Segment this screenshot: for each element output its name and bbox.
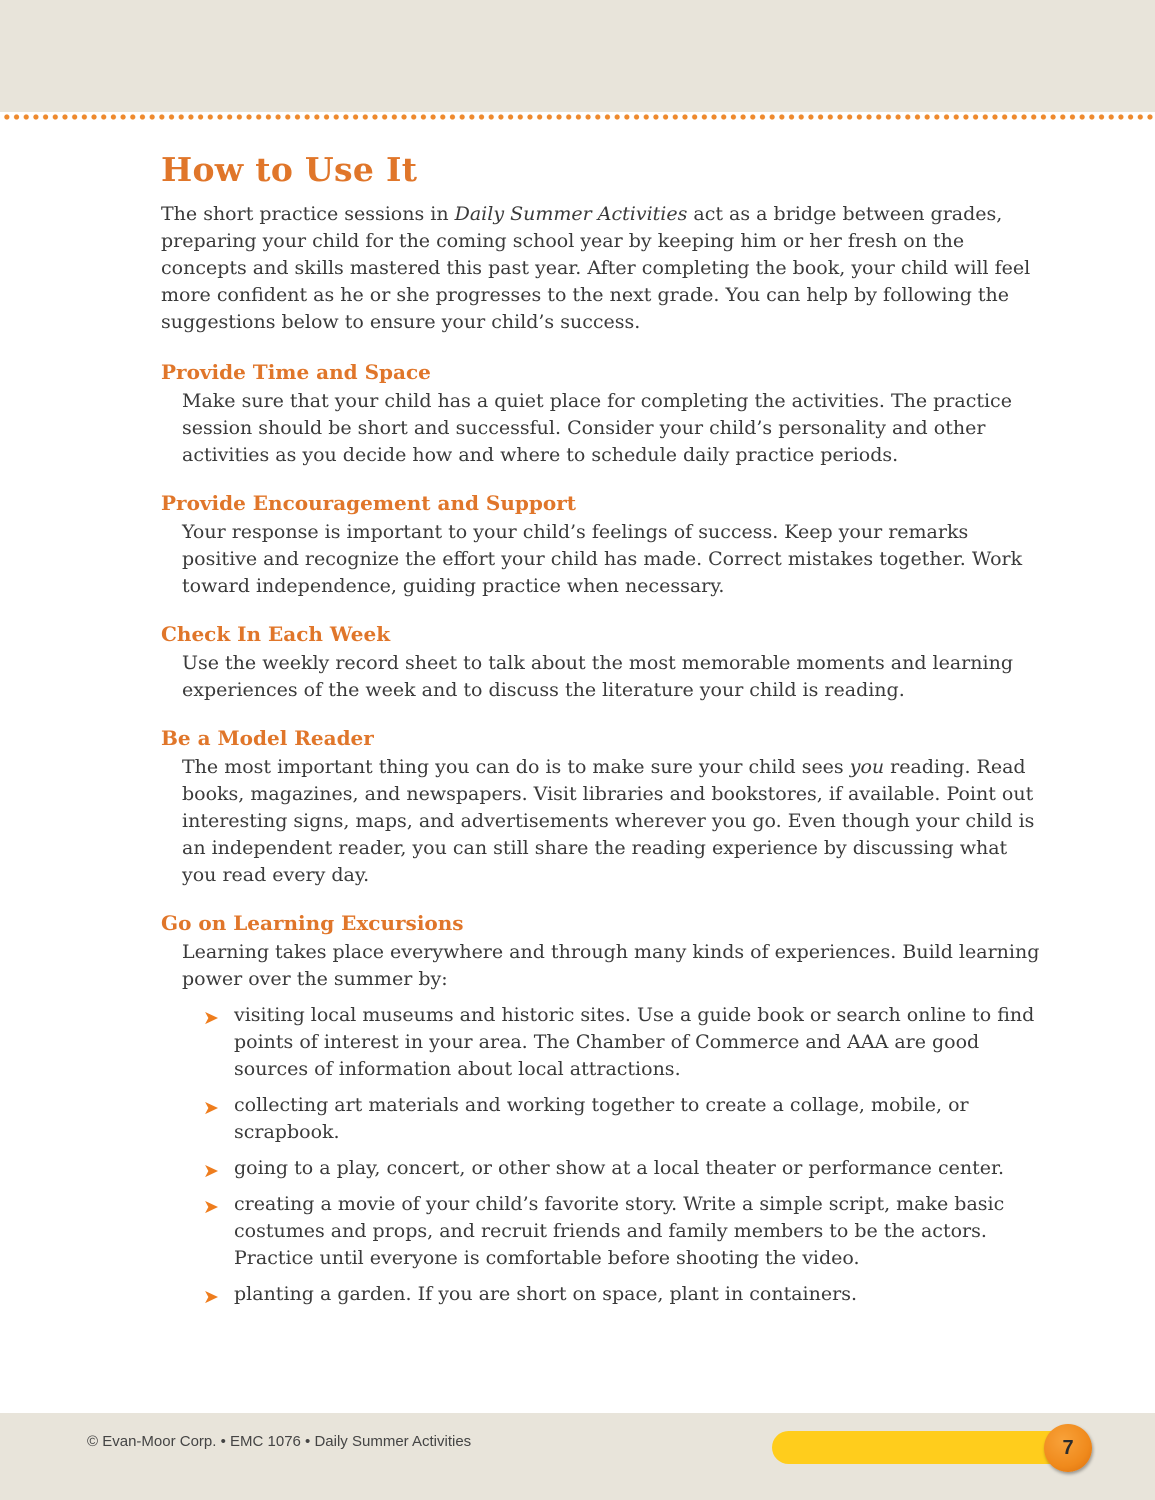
arrowhead-right-icon: ➤ [203, 1196, 219, 1218]
arrowhead-right-icon: ➤ [203, 1097, 219, 1119]
intro-paragraph: The short practice sessions in Daily Summer Activities act as a bridge between grades, preparing your child for the coming school year by keeping him or her fresh on the concepts and skills mastered this past year. After completing the book, your child will feel more confident as he or she progresses to the next grade. You can help by following the suggestions below to ensure your child’s success. [161, 203, 1031, 333]
excursion-list [203, 1002, 1041, 1308]
footer-credit: © Evan-Moor Corp. • EMC 1076 • Daily Summer Activities [87, 1433, 472, 1450]
section-body: Your response is important to your child’s feelings of success. Keep your remarks positive and recognize the effort your child has made. Correct mistakes together. Work toward independence, guiding practice when necessary. [182, 521, 1023, 597]
dotted-divider [0, 113, 1155, 121]
section-body: Make sure that your child has a quiet place for completing the activities. The practice session should be short and successful. Consider your child’s personality and other activities as you decide how and where to schedule daily practice periods. [182, 390, 1012, 466]
list-item: ➤ planting a garden. If you are short on space, plant in containers. [203, 1281, 1041, 1308]
section-heading: Be a Model Reader [161, 726, 374, 750]
section-time-space [161, 358, 1041, 469]
list-item: ➤ visiting local museums and historic sites. Use a guide book or search online to find points of interest in your area. The Chamber of Commerce and AAA are good sources of information about local attractions. [203, 1004, 1035, 1080]
list-item: ➤ creating a movie of your child’s favorite story. Write a simple script, make basic costumes and props, and recruit friends and family members to be the actors. Practice until everyone is comfortable before shooting the video. [203, 1193, 1005, 1269]
footer-accent-bar [772, 1431, 1072, 1464]
section-encouragement [161, 489, 1041, 600]
header-band [0, 0, 1155, 112]
section-model-reader [161, 724, 1041, 889]
section-body: Learning takes place everywhere and through many kinds of experiences. Build learning power over the summer by: [182, 941, 1040, 990]
arrowhead-right-icon: ➤ [203, 1160, 219, 1182]
book-title-italic: Daily Summer Activities [454, 203, 688, 225]
section-excursions [161, 909, 1041, 1308]
section-check-in [161, 620, 1041, 704]
arrowhead-right-icon: ➤ [203, 1007, 219, 1029]
section-heading: Check In Each Week [161, 622, 391, 646]
page-number-badge: 7 [1044, 1424, 1092, 1472]
page-title: How to Use It [161, 150, 418, 189]
section-body: Use the weekly record sheet to talk about the most memorable moments and learning experiences of the week and to discuss the literature your child is reading. [182, 652, 1013, 701]
arrowhead-right-icon: ➤ [203, 1286, 219, 1308]
section-heading: Provide Encouragement and Support [161, 491, 576, 515]
section-body: The most important thing you can do is to make sure your child sees you reading. Read books, magazines, and newspapers. Visit libraries and bookstores, if available. Point out interesting signs, maps, and advertisements wherever you go. Even though your child is an independent reader, you can still share the reading experience by discussing what you read every day. [182, 756, 1035, 886]
main-content [161, 150, 1041, 1317]
section-heading: Go on Learning Excursions [161, 911, 464, 935]
section-heading: Provide Time and Space [161, 360, 431, 384]
list-item: ➤ collecting art materials and working together to create a collage, mobile, or scrapbook. [203, 1094, 969, 1143]
list-item: ➤ going to a play, concert, or other show at a local theater or performance center. [203, 1155, 1041, 1182]
